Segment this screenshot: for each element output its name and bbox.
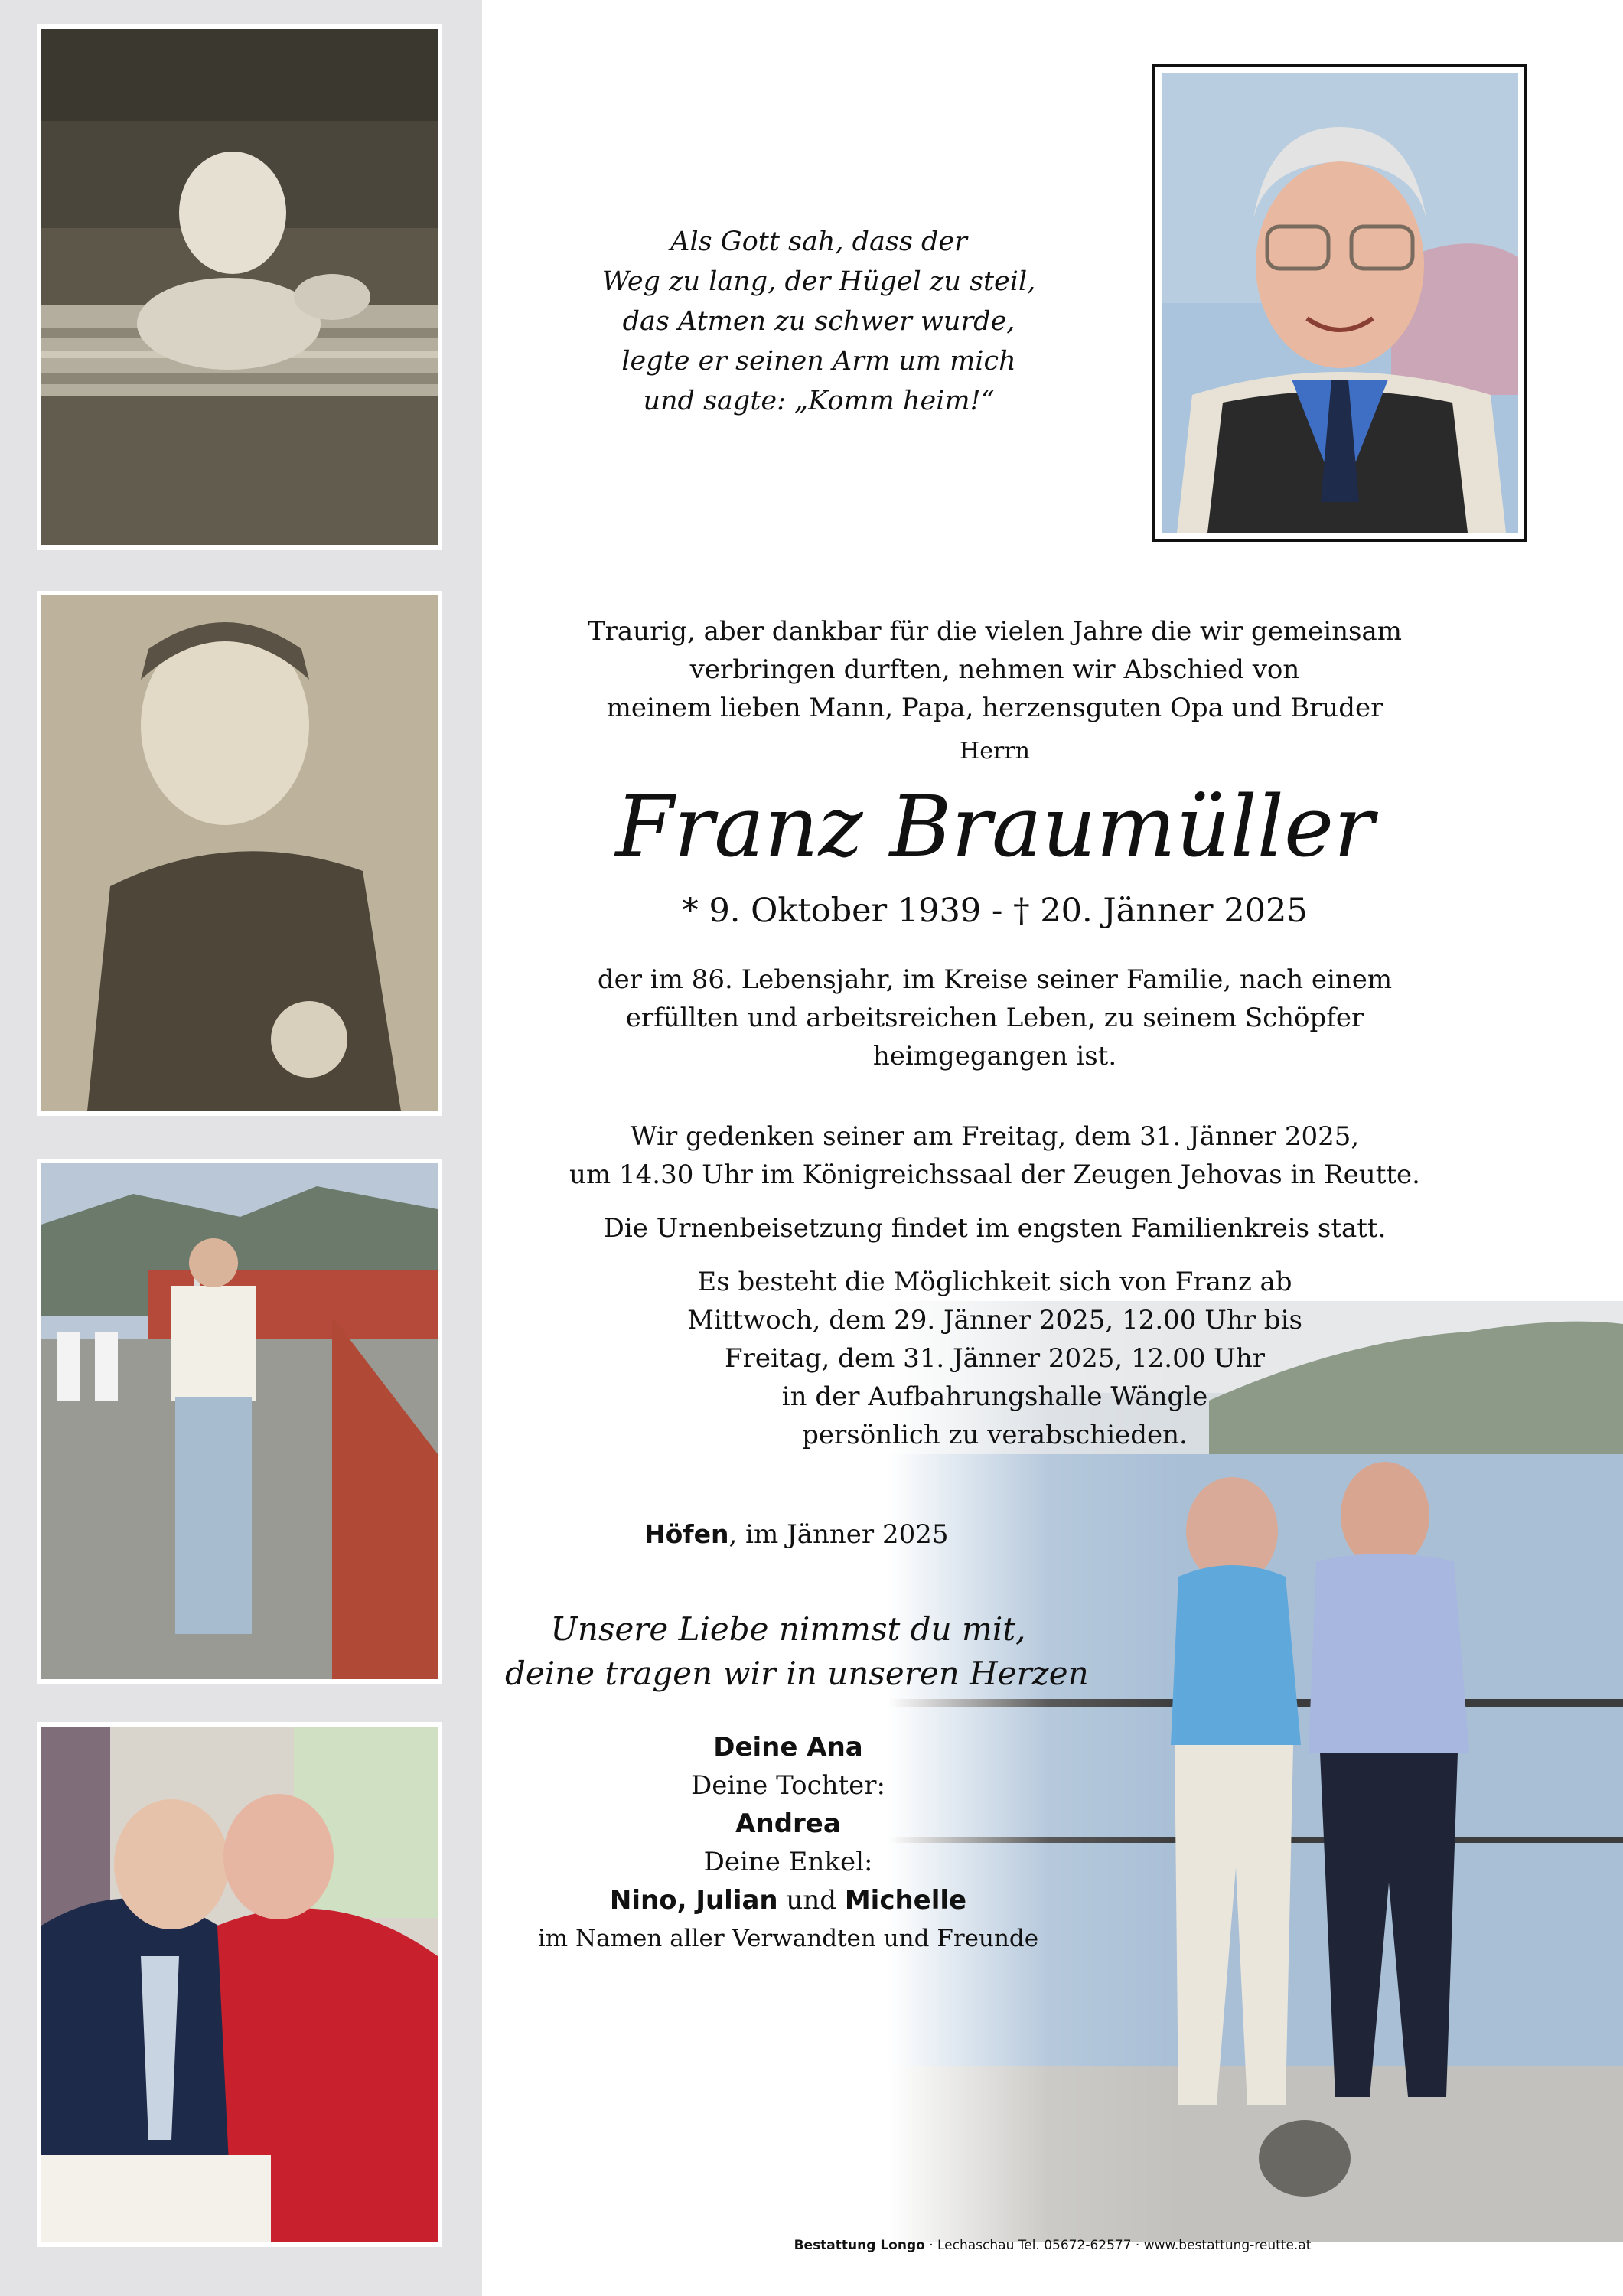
intro-line: Traurig, aber dankbar für die vielen Jahre die wir gemeinsam [587, 616, 1403, 647]
viewing-line: Freitag, dem 31. Jänner 2025, 12.00 Uhr [725, 1343, 1265, 1374]
grandchild-name: Michelle [844, 1885, 967, 1916]
motto-line: deine tragen wir in unseren Herzen [505, 1655, 1089, 1692]
obituary-line: heimgegangen ist. [872, 1041, 1117, 1071]
mourner-label: Deine Enkel: [703, 1847, 873, 1877]
funeral-home-details: · Lechaschau Tel. 05672-62577 · www.bestattung-reutte.at [924, 2238, 1312, 2253]
separator: , [676, 1885, 696, 1916]
poem-line: Weg zu lang, der Hügel zu steil, [601, 266, 1036, 297]
footer [482, 2236, 1623, 2255]
place-date [644, 1515, 948, 1554]
grandchild-name: Nino [609, 1885, 677, 1916]
obituary-text [536, 960, 1454, 1075]
mourner-closing: im Namen aller Verwandten und Freunde [537, 1925, 1039, 1952]
photo-baby [37, 24, 442, 550]
motto [505, 1607, 1089, 1696]
poem-line: legte er seinen Arm um mich [621, 346, 1016, 377]
intro-text [536, 612, 1454, 727]
portrait-photo [1152, 64, 1527, 542]
poem-line: und sagte: „Komm heim!“ [643, 386, 995, 416]
deceased-name: Franz Braumüller [615, 778, 1374, 876]
viewing-text [536, 1263, 1454, 1454]
mourners-list [490, 1728, 1087, 1958]
ceremony-text [536, 1117, 1454, 1194]
mourner-grandchildren [490, 1881, 1087, 1919]
viewing-line: Mittwoch, dem 29. Jänner 2025, 12.00 Uhr bis [687, 1305, 1302, 1336]
obituary-line: der im 86. Lebensjahr, im Kreise seiner Familie, nach einem [597, 964, 1393, 995]
date-text: , im Jänner 2025 [728, 1519, 949, 1550]
ceremony-line: Wir gedenken seiner am Freitag, dem 31. Jänner 2025, [630, 1121, 1360, 1152]
funeral-home-name: Bestattung Longo [794, 2238, 925, 2253]
intro-line: verbringen durften, nehmen wir Abschied von [689, 654, 1300, 685]
obituary-line: erfüllten und arbeitsreichen Leben, zu seinem Schöpfer [625, 1003, 1364, 1033]
salutation: Herrn [960, 738, 1030, 765]
viewing-line: persönlich zu verabschieden. [802, 1420, 1188, 1450]
ceremony-line: um 14.30 Uhr im Königreichssaal der Zeugen Jehovas in Reutte. [569, 1159, 1420, 1190]
mourner-label: Deine Tochter: [690, 1770, 886, 1801]
urn-burial-text: Die Urnenbeisetzung findet im engsten Familienkreis statt. [603, 1213, 1387, 1244]
mourner-daughter: Andrea [735, 1808, 841, 1839]
life-dates: * 9. Oktober 1939 - † 20. Jänner 2025 [682, 892, 1308, 930]
poem-line: das Atmen zu schwer wurde, [622, 306, 1015, 337]
place-name: Höfen [644, 1519, 729, 1549]
photo-boy [37, 591, 442, 1116]
poem-line: Als Gott sah, dass der [670, 227, 967, 257]
viewing-line: Es besteht die Möglichkeit sich von Franz ab [697, 1267, 1292, 1297]
separator: und [777, 1885, 845, 1916]
viewing-line: in der Aufbahrungshalle Wängle [781, 1381, 1208, 1412]
mourner-wife: Deine Ana [713, 1732, 863, 1763]
photo-promenade [37, 1159, 442, 1684]
motto-line: Unsere Liebe nimmst du mit, [550, 1610, 1026, 1648]
photo-couple-table [37, 1722, 442, 2247]
intro-line: meinem lieben Mann, Papa, herzensguten Opa und Bruder [606, 693, 1383, 723]
poem [582, 222, 1056, 421]
grandchild-name: Julian [696, 1885, 778, 1916]
